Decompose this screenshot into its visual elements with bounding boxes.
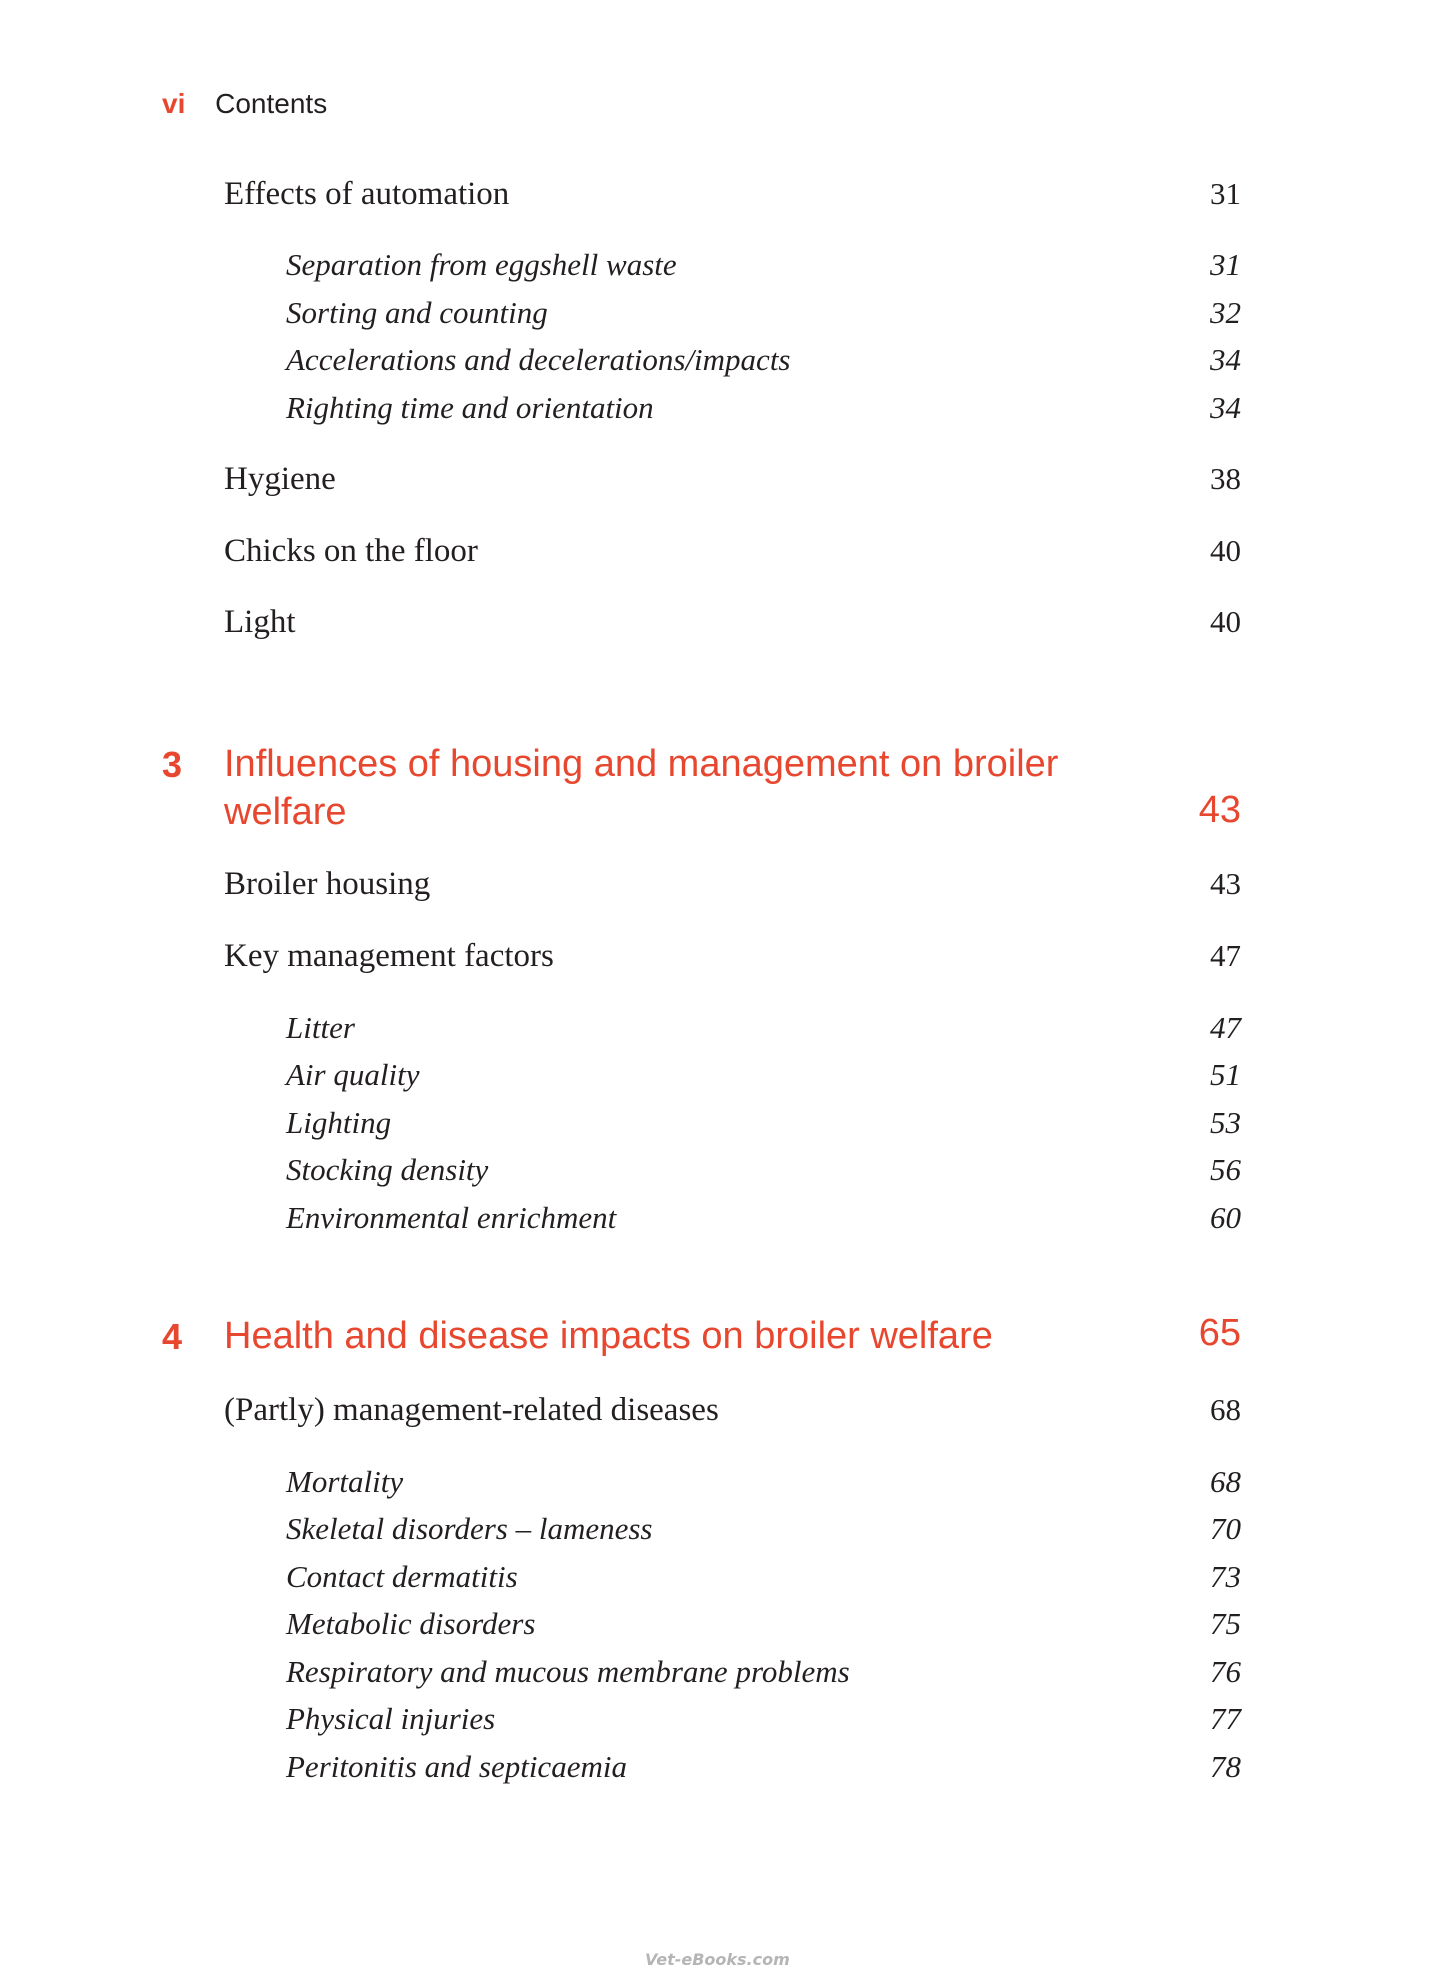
- toc-subentry-title: Lighting: [286, 1105, 392, 1140]
- toc-subentry-page: 68: [1210, 1464, 1241, 1499]
- toc-entry-page: 31: [1210, 176, 1241, 211]
- toc-entry[interactable]: [0, 1392, 1429, 1440]
- chapter-heading[interactable]: [0, 1312, 1429, 1364]
- toc-entry[interactable]: [0, 533, 1429, 581]
- toc-subentry[interactable]: [0, 1654, 1429, 1702]
- toc-entry[interactable]: [0, 461, 1429, 509]
- toc-subentry-page: 51: [1210, 1057, 1241, 1092]
- toc-entry-page: 43: [1210, 866, 1241, 901]
- toc-entry-title: Broiler housing: [224, 866, 431, 902]
- toc-entry-title: Chicks on the floor: [224, 533, 478, 569]
- toc-entry[interactable]: [0, 938, 1429, 986]
- chapter-number: 4: [162, 1316, 183, 1357]
- toc-subentry-page: 73: [1210, 1559, 1241, 1594]
- chapter-heading[interactable]: [0, 740, 1429, 840]
- toc-subentry[interactable]: [0, 1464, 1429, 1512]
- toc-subentry-page: 77: [1210, 1701, 1241, 1736]
- toc-subentry-page: 31: [1210, 247, 1241, 282]
- toc-subentry-page: 53: [1210, 1105, 1241, 1140]
- toc-subentry-title: Mortality: [286, 1464, 404, 1499]
- chapter-page: 43: [1198, 789, 1241, 831]
- toc-entry-page: 40: [1210, 604, 1241, 639]
- toc-subentry-page: 60: [1210, 1200, 1241, 1235]
- toc-subentry[interactable]: [0, 1559, 1429, 1607]
- toc-entry-title: Key management factors: [224, 938, 554, 974]
- chapter-page: 65: [1198, 1312, 1241, 1354]
- toc-subentry-page: 34: [1210, 390, 1241, 425]
- toc-entry[interactable]: [0, 604, 1429, 652]
- toc-subentry-title: Separation from eggshell waste: [286, 247, 677, 282]
- toc-subentry-page: 56: [1210, 1152, 1241, 1187]
- toc-subentry-title: Righting time and orientation: [286, 390, 654, 425]
- chapter-title-line: Influences of housing and management on broiler: [224, 743, 1059, 785]
- toc-subentry-title: Stocking density: [286, 1152, 489, 1187]
- page-number: vi: [162, 88, 186, 119]
- toc-subentry[interactable]: [0, 1057, 1429, 1105]
- toc-subentry[interactable]: [0, 247, 1429, 295]
- toc-subentry-page: 70: [1210, 1511, 1241, 1546]
- watermark-logo: Vet-eBooks.com: [645, 1950, 790, 1969]
- toc-subentry-title: Sorting and counting: [286, 295, 548, 330]
- chapter-number: 3: [162, 744, 183, 785]
- toc-subentry-title: Physical injuries: [286, 1701, 496, 1736]
- toc-subentry[interactable]: [0, 1010, 1429, 1058]
- chapter-title: Health and disease impacts on broiler welfare: [224, 1315, 993, 1357]
- toc-subentry-page: 78: [1210, 1749, 1241, 1784]
- toc-entry-page: 38: [1210, 461, 1241, 496]
- toc-entry[interactable]: [0, 866, 1429, 914]
- toc-subentry[interactable]: [0, 342, 1429, 390]
- toc-subentry-page: 47: [1210, 1010, 1241, 1045]
- toc-subentry-title: Peritonitis and septicaemia: [286, 1749, 627, 1784]
- toc-entry-page: 40: [1210, 533, 1241, 568]
- toc-entry-page: 47: [1210, 938, 1241, 973]
- toc-subentry[interactable]: [0, 1152, 1429, 1200]
- toc-subentry-title: Air quality: [286, 1057, 420, 1092]
- toc-subentry-title: Litter: [286, 1010, 355, 1045]
- toc-subentry[interactable]: [0, 1749, 1429, 1797]
- toc-subentry-title: Contact dermatitis: [286, 1559, 518, 1594]
- toc-subentry-title: Skeletal disorders – lameness: [286, 1511, 653, 1546]
- toc-subentry-title: Metabolic disorders: [286, 1606, 536, 1641]
- toc-subentry[interactable]: [0, 1105, 1429, 1153]
- toc-entry[interactable]: [0, 176, 1429, 224]
- running-title: Contents: [215, 88, 328, 119]
- toc-subentry-page: 32: [1210, 295, 1241, 330]
- toc-subentry-page: 34: [1210, 342, 1241, 377]
- toc-subentry[interactable]: [0, 1200, 1429, 1248]
- running-header: [162, 88, 327, 120]
- toc-subentry-title: Environmental enrichment: [286, 1200, 617, 1235]
- toc-entry-title: Hygiene: [224, 461, 336, 497]
- toc-entry-title: (Partly) management-related diseases: [224, 1392, 719, 1428]
- toc-subentry[interactable]: [0, 1701, 1429, 1749]
- toc-subentry-page: 75: [1210, 1606, 1241, 1641]
- toc-subentry[interactable]: [0, 1606, 1429, 1654]
- toc-entry-title: Light: [224, 604, 296, 640]
- toc-subentry[interactable]: [0, 295, 1429, 343]
- toc-subentry-title: Accelerations and decelerations/impacts: [286, 342, 791, 377]
- toc-entry-page: 68: [1210, 1392, 1241, 1427]
- chapter-title: [224, 740, 1144, 836]
- toc-entry-title: Effects of automation: [224, 176, 510, 212]
- toc-subentry[interactable]: [0, 390, 1429, 438]
- chapter-title-line: welfare: [224, 791, 347, 833]
- toc-subentry-page: 76: [1210, 1654, 1241, 1689]
- toc-subentry[interactable]: [0, 1511, 1429, 1559]
- toc-subentry-title: Respiratory and mucous membrane problems: [286, 1654, 850, 1689]
